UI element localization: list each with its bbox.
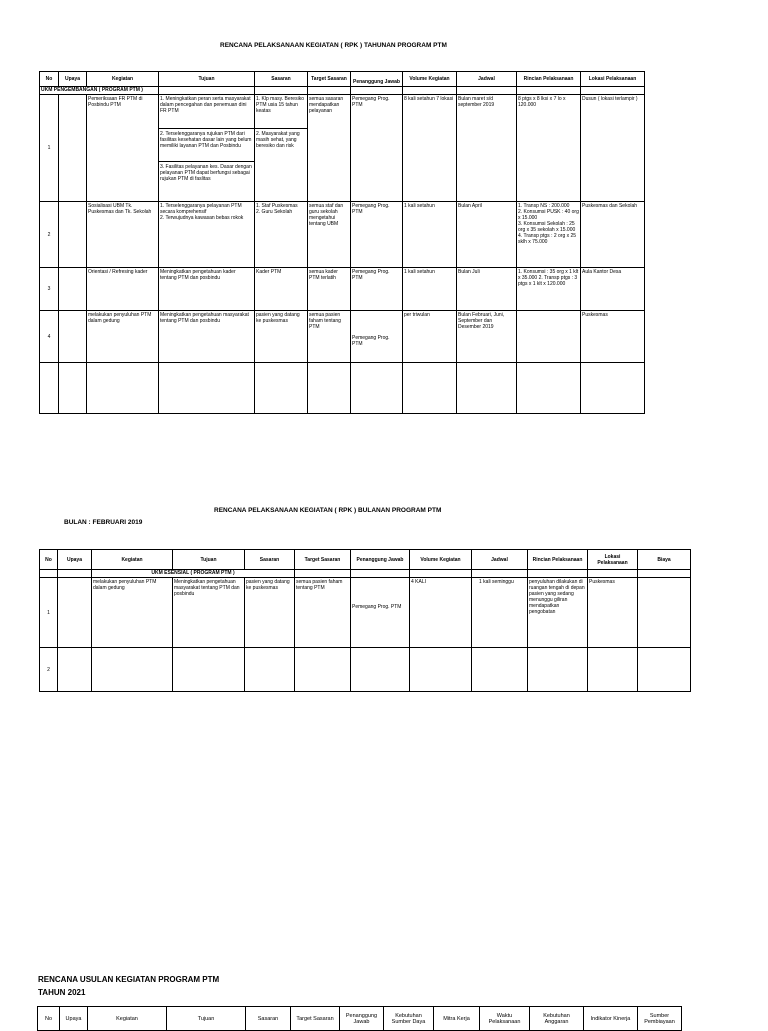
col-header-no: No [38, 1007, 60, 1031]
col-header-kebutuhan-sd: Kebutuhan Sumber Daya [384, 1007, 434, 1031]
row-jadwal: Bulan Februari, Juni, September dan Desember 2019 [457, 311, 517, 363]
col-header-kegiatan: Kegiatan [87, 72, 159, 87]
col-header-jadwal: Jadwal [472, 550, 528, 570]
row-lokasi: Dusun ( lokasi terlampir ) [581, 95, 645, 202]
header-row [40, 550, 691, 570]
row-jadwal: Bulan Juli [457, 268, 517, 311]
col-header-pj: Penanggung Jawab [351, 72, 403, 87]
row-upaya [58, 578, 92, 648]
col-header-sumber: Sumber Pembiayaan [638, 1007, 682, 1031]
header-row [38, 1007, 682, 1031]
header-row [40, 72, 645, 87]
table-row [40, 578, 691, 648]
row-rincian: penyuluhan dilakukan di ruangan tengah di depan pasien yang sedang menunggu giliran mendapatkan pengobatan [528, 578, 588, 648]
row-no: 3 [40, 268, 59, 311]
rencana-usulan-table [37, 1006, 682, 1031]
row-upaya [59, 268, 87, 311]
row-jadwal: Bulan maret s/d september 2019 [457, 95, 517, 202]
pj-text: Pemegang Prog. PTM [352, 334, 390, 347]
row-sasaran [255, 95, 308, 202]
row-volume: 1 kali setahun [403, 268, 457, 311]
row-no: 4 [40, 311, 59, 363]
row-upaya [59, 95, 87, 202]
sasaran-item: 1. Klp masy. Beresiko PTM usia 15 tahun keatas [256, 96, 304, 114]
row-pj: Pemegang Prog. PTM [351, 95, 403, 202]
row-pj [351, 578, 410, 648]
row-rincian [517, 311, 581, 363]
col-header-kegiatan: Kegiatan [92, 550, 173, 570]
row-sasaran: pasien yang datang ke puskesmas [245, 578, 295, 648]
col-header-sasaran: Sasaran [245, 550, 295, 570]
row-volume: 8 kali setahun 7 lokasi [403, 95, 457, 202]
table-row-empty [40, 363, 645, 414]
table-row [40, 95, 645, 202]
col-header-target: Target Sasaran [291, 1007, 340, 1031]
col-header-pj: Penanggung Jawab [340, 1007, 384, 1031]
row-kegiatan: melakukan penyuluhan PTM dalam gedung [87, 311, 159, 363]
row-kegiatan: Sosialisasi UBM Tk. Puskesmas dan Tk. Sekolah [87, 202, 159, 268]
row-tujuan: Meningkatkan pengetahuan masyarakat tentang PTM dan posbindu [173, 578, 245, 648]
col-header-waktu: Waktu Pelaksanaan [480, 1007, 530, 1031]
col-header-no: No [40, 72, 59, 87]
col-header-rincian: Rincian Pelaksanaan [528, 550, 588, 570]
section-label: UKM ESENSIAL ( PROGRAM PTM ) [92, 570, 295, 578]
tujuan-item: 3. Fasilitas pelayanan kes. Dasar dengan pelayanan PTM dapat berfungsi sebagai rujukan PTM di faslitas [159, 161, 254, 182]
row-no: 1 [40, 578, 58, 648]
col-header-pj: Penanggung Jawab [351, 550, 410, 570]
row-tujuan: 1. Terselenggaranya pelayanan PTM secara komprehensif 2. Terwujudnya kawasan bebas rokok [159, 202, 255, 268]
row-upaya [59, 202, 87, 268]
col-header-tujuan: Tujuan [159, 72, 255, 87]
row-volume: 4 KALI [410, 578, 472, 648]
row-rincian: 1. Konsumsi : 35 org x 1 klt x 35.000 2. Transp ptgs : 3 ptgs x 1 klt x 120.000 [517, 268, 581, 311]
row-lokasi: Puskesmas [581, 311, 645, 363]
row-sasaran: 1. Staf Puskesmas 2. Guru Sekolah [255, 202, 308, 268]
col-header-lokasi: Lokasi Pelaksanaan [588, 550, 638, 570]
table-row [40, 311, 645, 363]
row-no: 2 [40, 202, 59, 268]
row-pj [351, 311, 403, 363]
row-no: 2 [40, 648, 58, 692]
rencana-usulan-tahun: TAHUN 2021 [38, 988, 86, 997]
row-tujuan [159, 95, 255, 202]
jadwal-text: 1 kali seminggu [479, 579, 514, 585]
row-biaya [638, 578, 691, 648]
pj-text: Pemegang Prog. PTM [352, 604, 402, 610]
rpk-tahunan-table [39, 71, 645, 414]
rpk-bulanan-title: RENCANA PELAKSANAAN KEGIATAN ( RPK ) BULANAN PROGRAM PTM [214, 507, 442, 514]
tujuan-item: 2. Terselenggaranya rujukan PTM dari fasilitas kesehatan dasar lain yang belum memiliki layanan PTM dan Posbindu [159, 128, 254, 159]
row-target: semua kader PTM terlatih [308, 268, 351, 311]
col-header-anggaran: Kebutuhan Anggaran [530, 1007, 584, 1031]
row-jadwal: Bulan April [457, 202, 517, 268]
col-header-tujuan: Tujuan [173, 550, 245, 570]
col-header-lokasi: Lokasi Pelaksanaan [581, 72, 645, 87]
row-target: semua staf dan guru sekolah mengetahui tentang UBM [308, 202, 351, 268]
col-header-biaya: Biaya [638, 550, 691, 570]
row-target: semua pasien faham tentang PTM [295, 578, 351, 648]
col-header-target: Target Sasaran [308, 72, 351, 87]
col-header-upaya: Upaya [60, 1007, 88, 1031]
col-header-upaya: Upaya [59, 72, 87, 87]
table-row [40, 648, 691, 692]
row-kegiatan: Orientasi / Refresing kader [87, 268, 159, 311]
rpk-bulanan-table [39, 549, 691, 692]
section-label: UKM PENGEMBANGAN ( PROGRAM PTM ) [40, 87, 159, 95]
col-header-rincian: Rincian Pelaksanaan [517, 72, 581, 87]
rpk-bulanan-bulan: BULAN : FEBRUARI 2019 [64, 519, 143, 526]
row-rincian: 1. Transp NS : 200.000 2. Konsumsi PUSK : 40 org x 15.000 3. Konsumsi Sekolah : 25 org x 35 sekolah x 15.000 4. Transp ptgs : 2 org x 25 sklh x 75.000 [517, 202, 581, 268]
row-tujuan: Meningkatkan pengetahuan masyarakat tentang PTM dan posbindu [159, 311, 255, 363]
col-header-kegiatan: Kegiatan [88, 1007, 167, 1031]
col-header-mitra: Mitra Kerja [434, 1007, 480, 1031]
sasaran-item: 2. Masyarakat yang masih sehat, yang beresiko dan risk [255, 128, 307, 159]
row-target: semua pasien faham tentang PTM [308, 311, 351, 363]
col-header-no: No [40, 550, 58, 570]
row-lokasi: Aula Kantor Desa [581, 268, 645, 311]
table-row [40, 202, 645, 268]
col-header-sasaran: Sasaran [246, 1007, 291, 1031]
col-header-jadwal: Jadwal [457, 72, 517, 87]
section-row [40, 87, 645, 95]
row-jadwal [472, 578, 528, 648]
row-sasaran: Kader PTM [255, 268, 308, 311]
row-no: 1 [40, 95, 59, 202]
section-row [40, 570, 691, 578]
col-header-volume: Volume Kegiatan [410, 550, 472, 570]
rencana-usulan-title: RENCANA USULAN KEGIATAN PROGRAM PTM [38, 975, 220, 984]
row-sasaran: pasien yang datang ke puskesmas [255, 311, 308, 363]
col-header-sasaran: Sasaran [255, 72, 308, 87]
row-kegiatan: melakukan penyuluhan PTM dalam gedung [92, 578, 173, 648]
row-target: semua sasaran mendapatkan pelayanan [308, 95, 351, 202]
tujuan-item: 1. Meningkatkan peran serta masyarakat dalam pencegahan dan penemuan dini FR PTM [160, 96, 251, 114]
col-header-tujuan: Tujuan [167, 1007, 246, 1031]
row-rincian: 8 ptgs x 8 lksi x 7 lo x 120.000 [517, 95, 581, 202]
row-tujuan: Meningkatkan pengetahuan kader tentang PTM dan posbindu [159, 268, 255, 311]
row-lokasi: Puskesmas [588, 578, 638, 648]
row-kegiatan: Pemeriksaan FR PTM di Posbindu PTM [87, 95, 159, 202]
row-upaya [59, 311, 87, 363]
row-volume: per triwulan [403, 311, 457, 363]
col-header-indikator: Indikator Kinerja [584, 1007, 638, 1031]
rpk-tahunan-title: RENCANA PELAKSANAAN KEGIATAN ( RPK ) TAHUNAN PROGRAM PTM [220, 42, 447, 49]
row-pj: Pemegang Prog. PTM [351, 268, 403, 311]
row-pj: Pemegang Prog. PTM [351, 202, 403, 268]
row-volume: 1 kali setahun [403, 202, 457, 268]
row-lokasi: Puskesmas dan Sekolah [581, 202, 645, 268]
col-header-upaya: Upaya [58, 550, 92, 570]
table-row [40, 268, 645, 311]
col-header-target: Target Sasaran [295, 550, 351, 570]
col-header-volume: Volume Kegiatan [403, 72, 457, 87]
